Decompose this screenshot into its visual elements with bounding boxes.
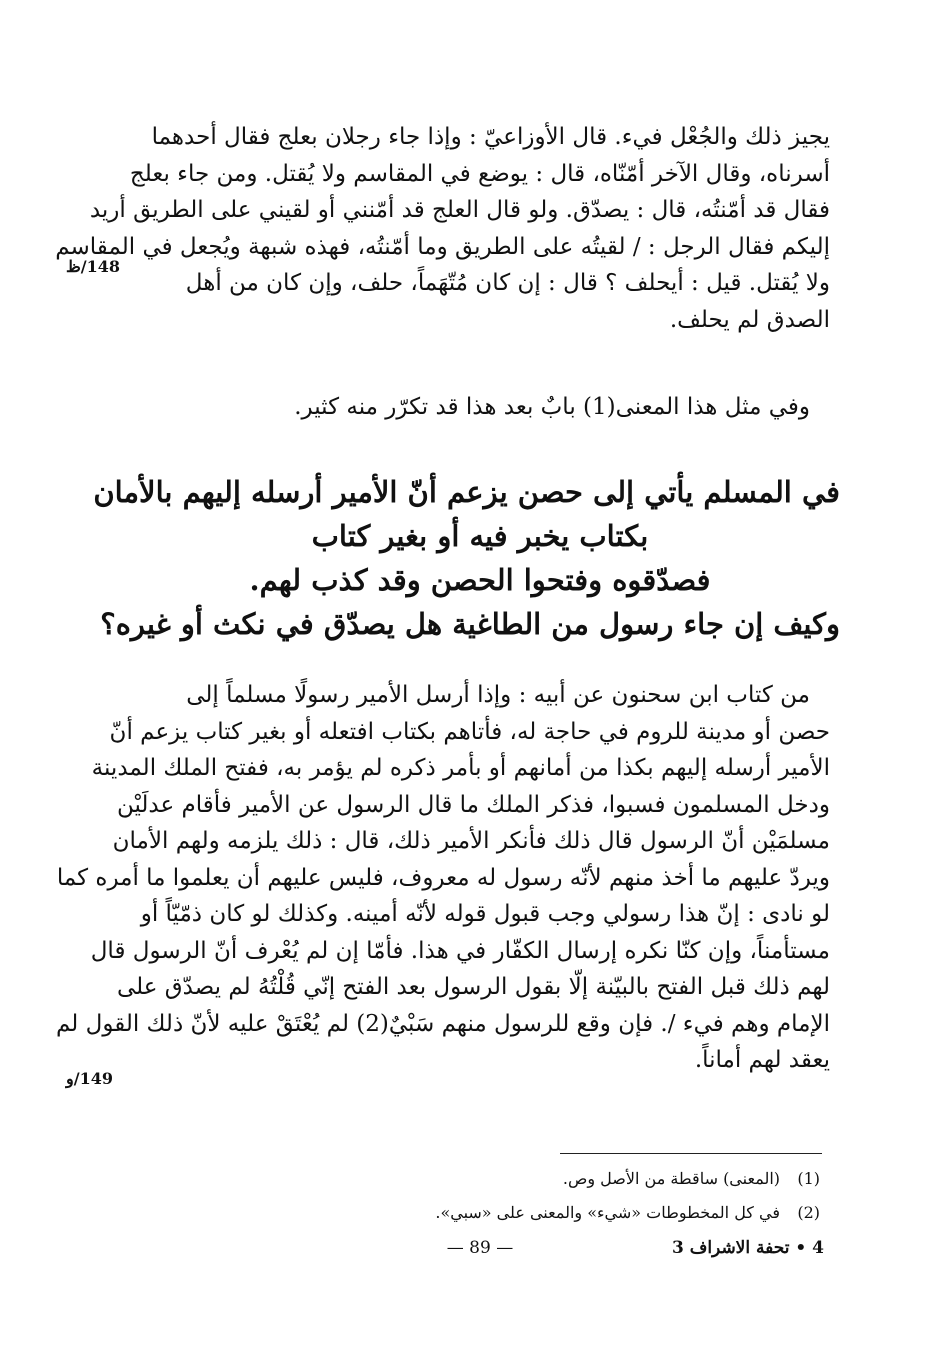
heading-line: في المسلم يأتي إلى حصن يزعم أنّ الأمير أرسله إليهم بالأمان bbox=[93, 475, 840, 509]
footnote-number: (1) bbox=[797, 1169, 820, 1188]
text-line: مستأمناً، وإن كنّا نكره إرسال الكفّار في هذا. فأمّا إن لم يُعْرف أنّ الرسول قال bbox=[90, 937, 830, 964]
text-line: الصدق لم يحلف. bbox=[669, 306, 830, 333]
footnote-text: (المعنى) ساقطة من الأصل وص. bbox=[562, 1169, 780, 1188]
text-line: إليكم فقال الرجل : / لقيتُه على الطريق وما أمّنتُه، فهذه شبهة ويُجعل في المقاسم bbox=[55, 233, 830, 260]
text-line: حصن أو مدينة للروم في حاجة له، فأتاهم بكتاب افتعله أو بغير كتاب يزعم أنّ bbox=[109, 718, 830, 745]
heading-line: فصدّقوه وفتحوا الحصن وقد كذب لهم. bbox=[249, 563, 711, 597]
text-line: ولا يُقتل. قيل : أيحلف ؟ قال : إن كان مُتّهَماً، حلف، وإن كان من أهل bbox=[185, 270, 830, 296]
page-number: — 89 — bbox=[446, 1238, 514, 1258]
text-line: مسلمَيْن أنّ الرسول قال ذلك فأنكر الأمير ذلك، قال : ذلك يلزمه ولهم الأمان bbox=[112, 828, 830, 854]
text-line: الإمام وهم فيء /. فإن وقع للرسول منهم سَبْيٌ(2) لم يُعْتَقْ عليه لأنّ ذلك القول لم bbox=[55, 1010, 830, 1037]
paragraph-2 bbox=[150, 389, 830, 426]
footnote-text: في كل المخطوطات «شيء» والمعنى على «سبي». bbox=[435, 1203, 780, 1222]
text-line: وفي مثل هذا المعنى(1) بابٌ بعد هذا قد تكرّر منه كثير. bbox=[294, 394, 810, 420]
margin-folio-note: 148/ظ bbox=[66, 257, 121, 276]
text-line: لهم ذلك قبل الفتح بالبيّنة إلّا بقول الرسول بعد الفتح إنّي قُلْتُهُ لم يصدّق على bbox=[116, 974, 830, 1000]
footnote-number: (2) bbox=[797, 1203, 820, 1222]
text-line: يجيز ذلك والجُعْل فيء. قال الأوزاعيّ : وإذا جاء رجلان بعلج فقال أحدهما bbox=[151, 124, 830, 150]
footnote bbox=[420, 1196, 820, 1230]
text-line: الأمير أرسله إليهم بكذا من أمانهم أو بأمر ذكره لم يؤمر به، ففتح الملك المدينة bbox=[91, 755, 830, 781]
footnote-divider bbox=[560, 1153, 822, 1154]
text-line: أسرناه، وقال الآخر أمّنّاه، قال : يوضع في المقاسم ولا يُقتل. ومن جاء بعلج bbox=[129, 160, 830, 187]
page-footer bbox=[0, 1238, 929, 1268]
text-line: يعقد لهم أماناً. bbox=[694, 1047, 830, 1073]
heading-line: بكتاب يخبر فيه أو بغير كتاب bbox=[311, 519, 649, 553]
signature-mark: 4 • تحفة الاشراف 3 bbox=[671, 1238, 824, 1258]
text-line: فقال قد أمّنتُه، قال : يصدّق. ولو قال العلج قد أمّنني أو لقيني على الطريق أريد bbox=[89, 197, 830, 223]
text-line: من كتاب ابن سحنون عن أبيه : وإذا أرسل الأمير رسولًا مسلماً إلى bbox=[186, 682, 810, 708]
section-heading bbox=[93, 470, 840, 646]
margin-folio-note: 149/و bbox=[66, 1069, 113, 1088]
text-line: ويردّ عليهم ما أخذ منهم لأنّه رسول له معروف، فليس عليهم أن يعلموا ما أمره كما bbox=[56, 864, 830, 891]
text-line: ودخل المسلمون فسبوا، فذكر الملك ما قال الرسول عن الأمير فأقام عدلَيْن bbox=[116, 791, 830, 818]
footnote bbox=[420, 1162, 820, 1196]
heading-line: وكيف إن جاء رسول من الطاغية هل يصدّق في نكث أو غيره؟ bbox=[100, 607, 840, 641]
text-line: لو نادى : إنّ هذا رسولي وجب قبول قوله لأنّه أمينه. وكذلك لو كان ذمّيّاً أو bbox=[140, 901, 830, 927]
footnotes bbox=[420, 1162, 820, 1230]
